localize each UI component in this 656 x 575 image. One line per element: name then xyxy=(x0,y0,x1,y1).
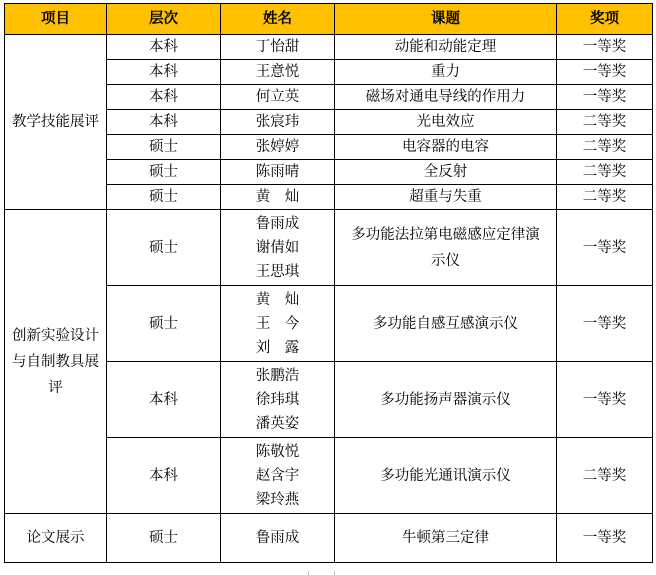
level-cell: 本科 xyxy=(107,362,221,438)
award-cell: 二等奖 xyxy=(557,110,653,135)
member-name: 王 今 xyxy=(255,315,300,332)
topic-cell: 多功能法拉第电磁感应定律演示仪 xyxy=(335,210,557,286)
name-cell: 陈雨晴 xyxy=(221,160,335,185)
award-cell: 一等奖 xyxy=(557,286,653,362)
topic-cell: 多功能自感互感演示仪 xyxy=(335,286,557,362)
table-row xyxy=(5,210,653,286)
topic-cell: 电容器的电容 xyxy=(335,135,557,160)
name-cell xyxy=(221,438,335,514)
member-name: 赵含宇 xyxy=(255,467,300,484)
member-name: 张鹏浩 xyxy=(255,367,300,384)
level-cell: 硕士 xyxy=(107,286,221,362)
header-topic: 课题 xyxy=(335,4,557,35)
level-cell: 本科 xyxy=(107,35,221,60)
member-name: 潘英姿 xyxy=(255,415,300,432)
award-cell: 一等奖 xyxy=(557,35,653,60)
project-cell: 创新实验设计与自制教具展评 xyxy=(5,210,107,514)
name-cell: 何立英 xyxy=(221,85,335,110)
member-name: 谢倩如 xyxy=(255,239,300,256)
member-name: 徐玮琪 xyxy=(255,391,300,408)
level-cell: 本科 xyxy=(107,110,221,135)
level-cell: 硕士 xyxy=(107,135,221,160)
topic-cell: 重力 xyxy=(335,60,557,85)
topic-cell: 多功能光通讯演示仪 xyxy=(335,438,557,514)
table-row xyxy=(5,514,653,563)
award-cell: 二等奖 xyxy=(557,160,653,185)
project-cell: 论文展示 xyxy=(5,514,107,563)
award-cell: 二等奖 xyxy=(557,135,653,160)
topic-cell: 全反射 xyxy=(335,160,557,185)
header-row xyxy=(5,4,653,35)
name-cell: 丁怡甜 xyxy=(221,35,335,60)
name-cell xyxy=(221,362,335,438)
level-cell: 本科 xyxy=(107,438,221,514)
member-name: 黄 灿 xyxy=(255,291,300,308)
award-cell: 一等奖 xyxy=(557,60,653,85)
level-cell: 本科 xyxy=(107,85,221,110)
name-cell: 王意悦 xyxy=(221,60,335,85)
level-cell: 本科 xyxy=(107,60,221,85)
header-award: 奖项 xyxy=(557,4,653,35)
page-edge-mark xyxy=(334,571,335,575)
awards-table xyxy=(4,3,653,563)
name-cell xyxy=(221,210,335,286)
award-cell: 二等奖 xyxy=(557,438,653,514)
member-name: 鲁雨成 xyxy=(255,215,300,232)
level-cell: 硕士 xyxy=(107,514,221,563)
name-cell: 鲁雨成 xyxy=(221,514,335,563)
name-cell: 张婷婷 xyxy=(221,135,335,160)
level-cell: 硕士 xyxy=(107,185,221,210)
award-cell: 一等奖 xyxy=(557,210,653,286)
topic-cell: 磁场对通电导线的作用力 xyxy=(335,85,557,110)
name-cell: 张宸玮 xyxy=(221,110,335,135)
topic-cell: 超重与失重 xyxy=(335,185,557,210)
page-edge-mark xyxy=(308,571,309,575)
level-cell: 硕士 xyxy=(107,210,221,286)
table-row xyxy=(5,35,653,60)
level-cell: 硕士 xyxy=(107,160,221,185)
award-cell: 二等奖 xyxy=(557,185,653,210)
header-level: 层次 xyxy=(107,4,221,35)
member-name: 王思琪 xyxy=(255,263,300,280)
award-cell: 一等奖 xyxy=(557,362,653,438)
member-name: 梁玲燕 xyxy=(255,491,300,508)
topic-cell: 多功能扬声器演示仪 xyxy=(335,362,557,438)
member-name: 刘 露 xyxy=(255,339,300,356)
name-cell xyxy=(221,286,335,362)
topic-cell: 动能和动能定理 xyxy=(335,35,557,60)
name-cell: 黄 灿 xyxy=(221,185,335,210)
project-cell: 教学技能展评 xyxy=(5,35,107,210)
award-cell: 一等奖 xyxy=(557,85,653,110)
topic-cell: 牛顿第三定律 xyxy=(335,514,557,563)
award-cell: 一等奖 xyxy=(557,514,653,563)
topic-cell: 光电效应 xyxy=(335,110,557,135)
header-project: 项目 xyxy=(5,4,107,35)
member-name: 陈敬悦 xyxy=(255,443,300,460)
header-name: 姓名 xyxy=(221,4,335,35)
